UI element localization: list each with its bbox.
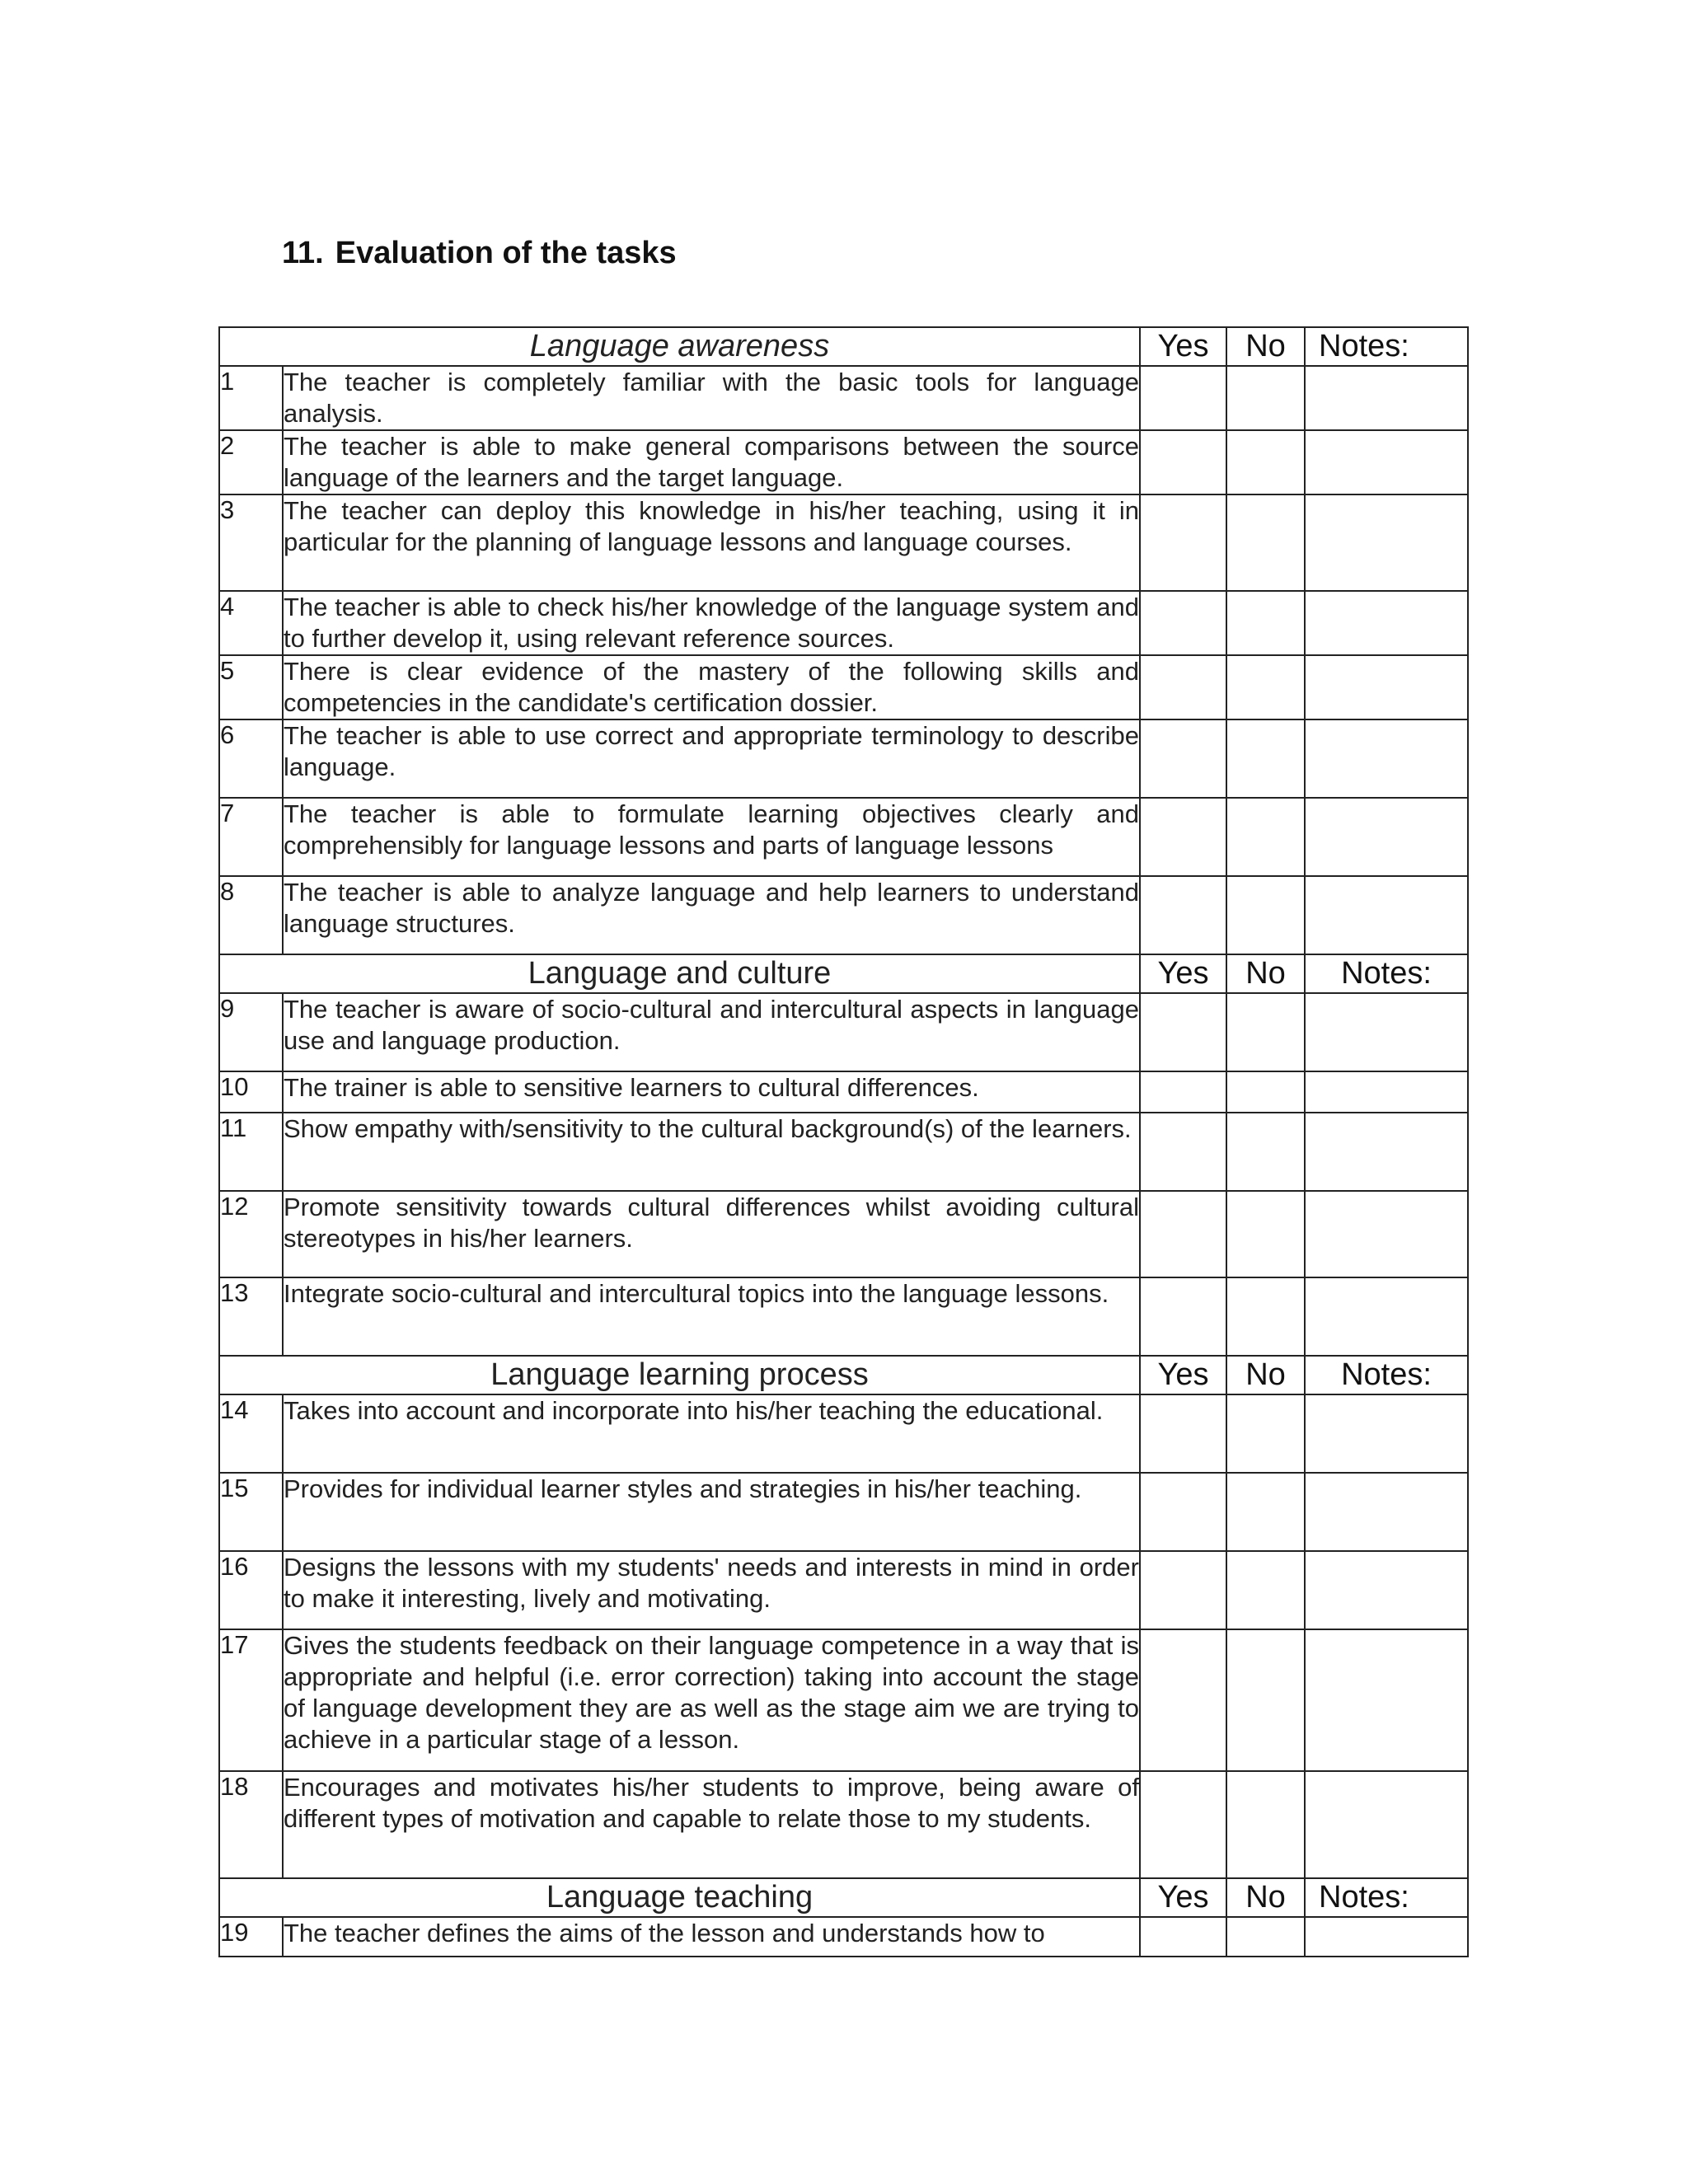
criterion-text: The teacher is completely familiar with the basic tools for language analysis. bbox=[283, 366, 1140, 430]
table-row bbox=[219, 366, 1468, 430]
notes-cell[interactable] bbox=[1305, 1551, 1468, 1629]
yes-cell[interactable] bbox=[1140, 1917, 1226, 1957]
no-cell[interactable] bbox=[1226, 1191, 1305, 1277]
table-row bbox=[219, 1551, 1468, 1629]
notes-column-header: Notes: bbox=[1305, 1356, 1468, 1394]
notes-cell[interactable] bbox=[1305, 591, 1468, 655]
yes-cell[interactable] bbox=[1140, 876, 1226, 954]
criterion-text: The teacher is aware of socio-cultural and intercultural aspects in language use and language production. bbox=[283, 993, 1140, 1071]
criterion-text: The teacher is able to analyze language and help learners to understand language structures. bbox=[283, 876, 1140, 954]
section-header-row bbox=[219, 1356, 1468, 1394]
row-number: 19 bbox=[219, 1917, 283, 1957]
yes-cell[interactable] bbox=[1140, 1473, 1226, 1551]
row-number: 13 bbox=[219, 1277, 283, 1356]
table-row bbox=[219, 1473, 1468, 1551]
notes-cell[interactable] bbox=[1305, 993, 1468, 1071]
row-number: 8 bbox=[219, 876, 283, 954]
yes-cell[interactable] bbox=[1140, 366, 1226, 430]
notes-column-header: Notes: bbox=[1305, 954, 1468, 993]
yes-column-header: Yes bbox=[1140, 1356, 1226, 1394]
table-row bbox=[219, 494, 1468, 591]
notes-column-header: Notes: bbox=[1305, 327, 1468, 366]
table-row bbox=[219, 430, 1468, 494]
section-title: Language awareness bbox=[219, 327, 1140, 366]
no-cell[interactable] bbox=[1226, 1394, 1305, 1473]
row-number: 1 bbox=[219, 366, 283, 430]
no-cell[interactable] bbox=[1226, 1473, 1305, 1551]
no-cell[interactable] bbox=[1226, 1277, 1305, 1356]
criterion-text: The teacher is able to use correct and appropriate terminology to describe language. bbox=[283, 719, 1140, 798]
criterion-text: The teacher is able to formulate learning objectives clearly and comprehensibly for language lessons and parts of language lessons bbox=[283, 798, 1140, 876]
table-row bbox=[219, 1277, 1468, 1356]
no-cell[interactable] bbox=[1226, 876, 1305, 954]
no-cell[interactable] bbox=[1226, 655, 1305, 719]
yes-cell[interactable] bbox=[1140, 591, 1226, 655]
criterion-text: Provides for individual learner styles and strategies in his/her teaching. bbox=[283, 1473, 1140, 1551]
notes-cell[interactable] bbox=[1305, 1394, 1468, 1473]
criterion-text: There is clear evidence of the mastery of the following skills and competencies in the candidate's certification dossier. bbox=[283, 655, 1140, 719]
evaluation-table bbox=[218, 326, 1469, 1957]
yes-cell[interactable] bbox=[1140, 798, 1226, 876]
no-column-header: No bbox=[1226, 954, 1305, 993]
row-number: 10 bbox=[219, 1071, 283, 1113]
no-cell[interactable] bbox=[1226, 798, 1305, 876]
notes-cell[interactable] bbox=[1305, 366, 1468, 430]
table-row bbox=[219, 876, 1468, 954]
no-cell[interactable] bbox=[1226, 591, 1305, 655]
heading-title: Evaluation of the tasks bbox=[335, 236, 677, 270]
criterion-text: Integrate socio-cultural and intercultural topics into the language lessons. bbox=[283, 1277, 1140, 1356]
row-number: 5 bbox=[219, 655, 283, 719]
yes-cell[interactable] bbox=[1140, 1629, 1226, 1771]
no-cell[interactable] bbox=[1226, 1917, 1305, 1957]
notes-cell[interactable] bbox=[1305, 1277, 1468, 1356]
section-header-row bbox=[219, 1878, 1468, 1917]
criterion-text: The teacher is able to check his/her knowledge of the language system and to further develop it, using relevant reference sources. bbox=[283, 591, 1140, 655]
section-title: Language and culture bbox=[219, 954, 1140, 993]
no-cell[interactable] bbox=[1226, 993, 1305, 1071]
yes-cell[interactable] bbox=[1140, 494, 1226, 591]
notes-cell[interactable] bbox=[1305, 1113, 1468, 1191]
criterion-text: Gives the students feedback on their language competence in a way that is appropriate and helpful (i.e. error correction) taking into account the stage of language development they are as well as the stage aim we are trying to achieve in a particular stage of a lesson. bbox=[283, 1629, 1140, 1771]
yes-cell[interactable] bbox=[1140, 655, 1226, 719]
criterion-text: The teacher defines the aims of the lesson and understands how to bbox=[283, 1917, 1140, 1957]
yes-cell[interactable] bbox=[1140, 1071, 1226, 1113]
table-row bbox=[219, 1394, 1468, 1473]
row-number: 6 bbox=[219, 719, 283, 798]
yes-cell[interactable] bbox=[1140, 1113, 1226, 1191]
table-row bbox=[219, 1191, 1468, 1277]
yes-cell[interactable] bbox=[1140, 1394, 1226, 1473]
yes-column-header: Yes bbox=[1140, 954, 1226, 993]
no-cell[interactable] bbox=[1226, 494, 1305, 591]
no-column-header: No bbox=[1226, 1356, 1305, 1394]
notes-cell[interactable] bbox=[1305, 719, 1468, 798]
criterion-text: The teacher is able to make general comparisons between the source language of the learners and the target language. bbox=[283, 430, 1140, 494]
notes-cell[interactable] bbox=[1305, 1771, 1468, 1878]
notes-cell[interactable] bbox=[1305, 655, 1468, 719]
section-heading bbox=[282, 236, 677, 271]
yes-cell[interactable] bbox=[1140, 1551, 1226, 1629]
section-title: Language teaching bbox=[219, 1878, 1140, 1917]
no-column-header: No bbox=[1226, 1878, 1305, 1917]
yes-cell[interactable] bbox=[1140, 719, 1226, 798]
section-title: Language learning process bbox=[219, 1356, 1140, 1394]
table-row bbox=[219, 1113, 1468, 1191]
notes-cell[interactable] bbox=[1305, 876, 1468, 954]
section-header-row bbox=[219, 954, 1468, 993]
yes-cell[interactable] bbox=[1140, 1191, 1226, 1277]
section-header-row bbox=[219, 327, 1468, 366]
row-number: 4 bbox=[219, 591, 283, 655]
table-row bbox=[219, 655, 1468, 719]
criterion-text: Promote sensitivity towards cultural differences whilst avoiding cultural stereotypes in his/her learners. bbox=[283, 1191, 1140, 1277]
notes-column-header: Notes: bbox=[1305, 1878, 1468, 1917]
criterion-text: Encourages and motivates his/her students to improve, being aware of different types of motivation and capable to relate those to my students. bbox=[283, 1771, 1140, 1878]
notes-cell[interactable] bbox=[1305, 494, 1468, 591]
table-row bbox=[219, 1771, 1468, 1878]
table-row bbox=[219, 719, 1468, 798]
table-row bbox=[219, 591, 1468, 655]
criterion-text: Designs the lessons with my students' needs and interests in mind in order to make it interesting, lively and motivating. bbox=[283, 1551, 1140, 1629]
row-number: 15 bbox=[219, 1473, 283, 1551]
no-column-header: No bbox=[1226, 327, 1305, 366]
evaluation-table-body bbox=[219, 327, 1468, 1957]
notes-cell[interactable] bbox=[1305, 1917, 1468, 1957]
row-number: 3 bbox=[219, 494, 283, 591]
table-row bbox=[219, 1629, 1468, 1771]
no-cell[interactable] bbox=[1226, 1771, 1305, 1878]
row-number: 11 bbox=[219, 1113, 283, 1191]
table-row bbox=[219, 993, 1468, 1071]
row-number: 16 bbox=[219, 1551, 283, 1629]
no-cell[interactable] bbox=[1226, 1113, 1305, 1191]
no-cell[interactable] bbox=[1226, 719, 1305, 798]
row-number: 18 bbox=[219, 1771, 283, 1878]
table-row bbox=[219, 798, 1468, 876]
notes-cell[interactable] bbox=[1305, 1473, 1468, 1551]
row-number: 12 bbox=[219, 1191, 283, 1277]
yes-cell[interactable] bbox=[1140, 430, 1226, 494]
criterion-text: Show empathy with/sensitivity to the cultural background(s) of the learners. bbox=[283, 1113, 1140, 1191]
notes-cell[interactable] bbox=[1305, 1629, 1468, 1771]
notes-cell[interactable] bbox=[1305, 430, 1468, 494]
yes-cell[interactable] bbox=[1140, 993, 1226, 1071]
yes-column-header: Yes bbox=[1140, 1878, 1226, 1917]
yes-cell[interactable] bbox=[1140, 1277, 1226, 1356]
row-number: 9 bbox=[219, 993, 283, 1071]
row-number: 7 bbox=[219, 798, 283, 876]
no-cell[interactable] bbox=[1226, 1629, 1305, 1771]
table-row bbox=[219, 1917, 1468, 1957]
yes-cell[interactable] bbox=[1140, 1771, 1226, 1878]
criterion-text: The teacher can deploy this knowledge in his/her teaching, using it in particular for the planning of language lessons and language courses. bbox=[283, 494, 1140, 591]
criterion-text: The trainer is able to sensitive learners to cultural differences. bbox=[283, 1071, 1140, 1113]
no-cell[interactable] bbox=[1226, 1551, 1305, 1629]
table-row bbox=[219, 1071, 1468, 1113]
row-number: 2 bbox=[219, 430, 283, 494]
row-number: 17 bbox=[219, 1629, 283, 1771]
notes-cell[interactable] bbox=[1305, 1071, 1468, 1113]
criterion-text: Takes into account and incorporate into his/her teaching the educational. bbox=[283, 1394, 1140, 1473]
row-number: 14 bbox=[219, 1394, 283, 1473]
notes-cell[interactable] bbox=[1305, 1191, 1468, 1277]
notes-cell[interactable] bbox=[1305, 798, 1468, 876]
heading-number: 11. bbox=[282, 236, 324, 270]
yes-column-header: Yes bbox=[1140, 327, 1226, 366]
no-cell[interactable] bbox=[1226, 430, 1305, 494]
no-cell[interactable] bbox=[1226, 1071, 1305, 1113]
no-cell[interactable] bbox=[1226, 366, 1305, 430]
